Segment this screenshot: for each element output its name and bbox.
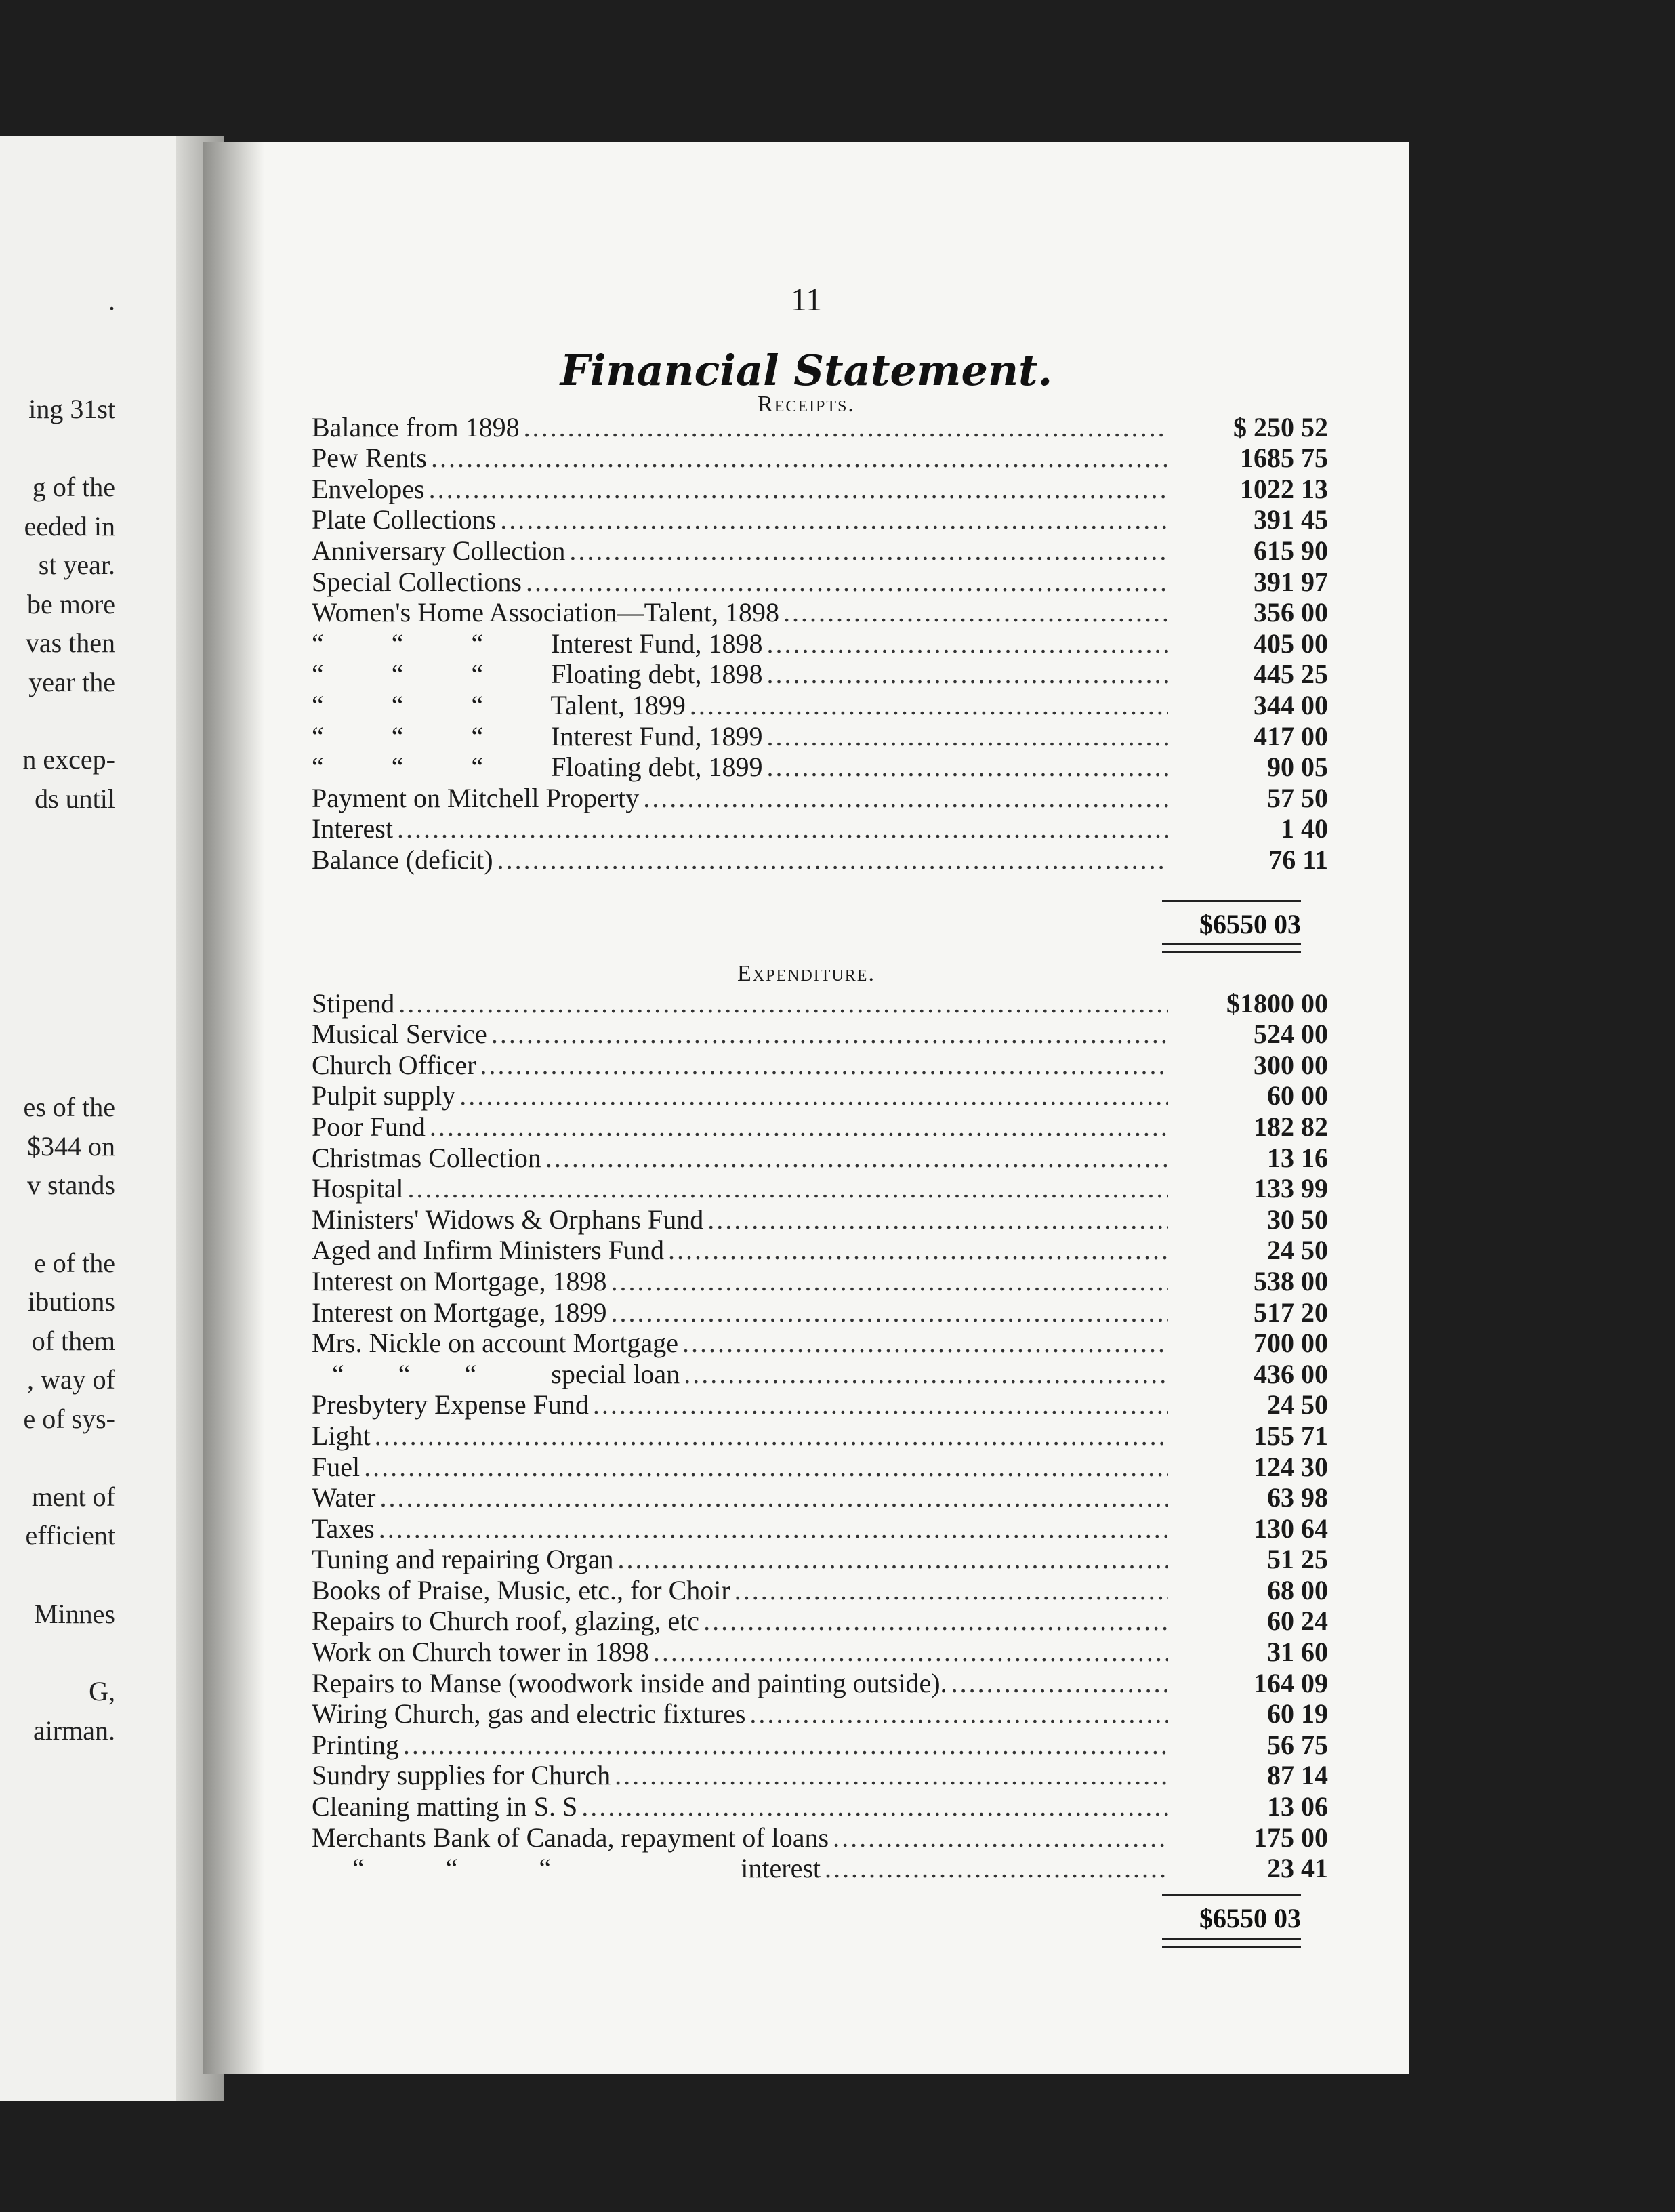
dot-leader (615, 1762, 1168, 1789)
dot-leader (690, 692, 1168, 719)
table-row (312, 657, 1328, 689)
table-row (312, 1604, 1328, 1635)
row-amount: 1685 75 (1240, 443, 1328, 474)
dot-leader (364, 1454, 1168, 1481)
dot-leader (643, 785, 1168, 812)
row-label: Merchants Bank of Canada, repayment of loans (312, 1822, 829, 1853)
dot-leader (375, 1422, 1168, 1450)
row-amount: 130 64 (1254, 1513, 1328, 1544)
row-amount: 164 09 (1254, 1667, 1328, 1698)
row-amount: 24 50 (1267, 1389, 1328, 1420)
row-amount: 300 00 (1254, 1049, 1328, 1080)
table-row (312, 1017, 1328, 1048)
dot-leader (459, 1082, 1168, 1109)
table-row (312, 1542, 1328, 1574)
dot-leader (682, 1330, 1168, 1357)
row-label: Repairs to Church roof, glazing, etc (312, 1605, 700, 1637)
previous-page-line: efficient (25, 1520, 115, 1551)
table-row (312, 1295, 1328, 1326)
receipts-heading: Receipts. (758, 392, 855, 417)
row-label: Printing (312, 1729, 399, 1760)
dot-leader (618, 1546, 1168, 1573)
previous-page-line: G, (89, 1676, 115, 1706)
row-label: “ “ “ Floating debt, 1898 (312, 659, 763, 690)
row-amount: 391 97 (1254, 566, 1328, 597)
row-label: Balance from 1898 (312, 411, 520, 443)
previous-page-line: be more (27, 589, 115, 619)
previous-page-line: ing 31st (28, 394, 115, 424)
row-amount: $1800 00 (1226, 987, 1328, 1019)
table-row (312, 1851, 1328, 1883)
row-amount: 60 00 (1267, 1080, 1328, 1111)
row-amount: 405 00 (1254, 628, 1328, 659)
table-row (312, 1357, 1328, 1388)
dot-leader (581, 1793, 1168, 1820)
row-label: Interest on Mortgage, 1898 (312, 1265, 607, 1296)
row-label: Repairs to Manse (woodwork inside and painting outside). (312, 1667, 947, 1698)
previous-page-line: es of the (23, 1092, 115, 1122)
page-binding-shadow (203, 142, 264, 2074)
dot-leader (668, 1237, 1168, 1264)
row-label: Hospital (312, 1173, 404, 1204)
dot-leader (766, 630, 1168, 657)
previous-page-line: vas then (25, 628, 115, 658)
table-row (312, 503, 1328, 534)
row-label: “ “ “ Floating debt, 1899 (312, 752, 763, 783)
previous-page-line: ment of (31, 1481, 115, 1512)
table-row (312, 781, 1328, 812)
row-label: Books of Praise, Music, etc., for Choir (312, 1574, 730, 1605)
table-row (312, 1141, 1328, 1172)
dot-leader (380, 1484, 1169, 1511)
dot-leader (735, 1577, 1168, 1604)
expenditure-total-rule (1162, 1894, 1301, 1896)
row-amount: 1022 13 (1240, 473, 1328, 504)
dot-leader (500, 506, 1168, 533)
row-label: Taxes (312, 1513, 375, 1544)
row-amount: 68 00 (1267, 1574, 1328, 1605)
row-label: Envelopes (312, 473, 425, 504)
page-title: Financial Statement. (560, 346, 1053, 395)
row-label: “ “ “ Talent, 1899 (312, 689, 686, 720)
table-row (312, 1450, 1328, 1481)
row-amount: $ 250 52 (1233, 411, 1328, 443)
row-label: Balance (deficit) (312, 844, 493, 875)
row-amount: 524 00 (1254, 1019, 1328, 1050)
row-amount: 175 00 (1254, 1822, 1328, 1853)
row-amount: 615 90 (1254, 535, 1328, 566)
row-label: Work on Church tower in 1898 (312, 1637, 649, 1668)
table-row (312, 719, 1328, 750)
table-row (312, 1048, 1328, 1079)
dot-leader (526, 569, 1168, 596)
previous-page-line: ibutions (28, 1286, 115, 1317)
expenditure-table (312, 986, 1328, 1882)
page-number: 11 (790, 282, 823, 318)
row-label: Ministers' Widows & Orphans Fund (312, 1204, 704, 1235)
dot-leader (429, 476, 1168, 503)
row-amount: 57 50 (1267, 782, 1328, 813)
previous-page-line: e of the (34, 1248, 115, 1278)
row-label: Wiring Church, gas and electric fixtures (312, 1698, 746, 1729)
table-row (312, 1573, 1328, 1604)
previous-page-line: , way of (27, 1364, 115, 1395)
row-amount: 90 05 (1267, 752, 1328, 783)
previous-page-line: year the (28, 667, 115, 697)
row-amount: 60 19 (1267, 1698, 1328, 1729)
receipts-total-double-rule (1162, 943, 1301, 953)
row-label: Cleaning matting in S. S (312, 1791, 578, 1822)
dot-leader (408, 1175, 1168, 1202)
dot-leader (783, 599, 1168, 626)
table-row (312, 812, 1328, 843)
row-amount: 538 00 (1254, 1265, 1328, 1296)
row-amount: 517 20 (1254, 1296, 1328, 1328)
table-row (312, 1109, 1328, 1141)
table-row (312, 1820, 1328, 1851)
row-amount: 391 45 (1254, 504, 1328, 535)
dot-leader (545, 1145, 1168, 1172)
table-row (312, 1233, 1328, 1265)
row-amount: 24 50 (1267, 1235, 1328, 1266)
row-label: “ “ “ interest (312, 1853, 821, 1884)
row-label: Tuning and repairing Organ (312, 1544, 614, 1575)
dot-leader (833, 1824, 1168, 1851)
row-label: Poor Fund (312, 1111, 426, 1142)
dot-leader (611, 1268, 1168, 1295)
table-row (312, 986, 1328, 1017)
row-amount: 124 30 (1254, 1451, 1328, 1482)
row-label: Light (312, 1420, 371, 1451)
row-label: Sundry supplies for Church (312, 1760, 611, 1791)
receipts-total-rule (1162, 900, 1301, 902)
table-row (312, 1418, 1328, 1450)
table-row (312, 472, 1328, 503)
row-amount: 31 60 (1267, 1637, 1328, 1668)
row-amount: 87 14 (1267, 1760, 1328, 1791)
table-row (312, 750, 1328, 781)
row-label: Fuel (312, 1451, 360, 1482)
dot-leader (611, 1299, 1168, 1326)
row-label: Women's Home Association—Talent, 1898 (312, 597, 779, 628)
dot-leader (684, 1361, 1168, 1388)
row-amount: 63 98 (1267, 1482, 1328, 1513)
expenditure-heading: Expenditure. (737, 961, 875, 986)
row-amount: 13 16 (1267, 1142, 1328, 1173)
previous-page-line: . (108, 285, 115, 316)
row-amount: 344 00 (1254, 689, 1328, 720)
table-row (312, 1202, 1328, 1233)
previous-page-line: e of sys- (23, 1404, 115, 1434)
row-label: Pulpit supply (312, 1080, 456, 1111)
row-amount: 30 50 (1267, 1204, 1328, 1235)
dot-leader (403, 1732, 1168, 1759)
table-row (312, 1481, 1328, 1512)
dot-leader (398, 990, 1168, 1017)
row-label: “ “ “ Interest Fund, 1898 (312, 628, 763, 659)
dot-leader (766, 754, 1168, 781)
row-label: “ “ “ Interest Fund, 1899 (312, 720, 763, 752)
table-row (312, 1079, 1328, 1110)
receipts-table (312, 410, 1328, 874)
table-row (312, 1697, 1328, 1728)
row-label: Stipend (312, 987, 395, 1019)
table-row (312, 1172, 1328, 1203)
dot-leader (749, 1700, 1168, 1727)
table-row (312, 1759, 1328, 1790)
row-amount: 155 71 (1254, 1420, 1328, 1451)
row-amount: 56 75 (1267, 1729, 1328, 1760)
table-row (312, 410, 1328, 441)
previous-page-line: g of the (32, 472, 115, 502)
row-amount: 60 24 (1267, 1605, 1328, 1637)
row-label: Interest (312, 813, 393, 844)
row-amount: 13 06 (1267, 1791, 1328, 1822)
row-label: Christmas Collection (312, 1142, 541, 1173)
row-label: Special Collections (312, 566, 522, 597)
expenditure-total: $6550 03 (1199, 1903, 1301, 1933)
dot-leader (653, 1639, 1168, 1666)
row-label: Presbytery Expense Fund (312, 1389, 589, 1420)
dot-leader (430, 1113, 1168, 1141)
row-amount: 700 00 (1254, 1328, 1328, 1359)
row-amount: 23 41 (1267, 1853, 1328, 1884)
row-amount: 445 25 (1254, 659, 1328, 690)
row-label: Church Officer (312, 1049, 476, 1080)
previous-page-line: $344 on (27, 1131, 115, 1162)
table-row (312, 1388, 1328, 1419)
previous-page-text (0, 136, 115, 2101)
row-amount: 182 82 (1254, 1111, 1328, 1142)
table-row (312, 1666, 1328, 1697)
expenditure-total-double-rule (1162, 1938, 1301, 1948)
row-label: Aged and Infirm Ministers Fund (312, 1235, 664, 1266)
previous-page-line: airman. (33, 1715, 115, 1746)
dot-leader (766, 723, 1168, 750)
table-row (312, 1789, 1328, 1820)
row-amount: 356 00 (1254, 597, 1328, 628)
table-row (312, 565, 1328, 596)
table-row (312, 596, 1328, 627)
previous-page-line: ds until (35, 783, 115, 814)
previous-page-line: v stands (27, 1170, 115, 1200)
dot-leader (431, 445, 1168, 472)
previous-page-line: eeded in (24, 511, 115, 541)
dot-leader (569, 537, 1168, 565)
row-amount: 76 11 (1268, 844, 1328, 875)
row-label: Anniversary Collection (312, 535, 566, 566)
row-amount: 51 25 (1267, 1544, 1328, 1575)
row-label: Mrs. Nickle on account Mortgage (312, 1328, 678, 1359)
dot-leader (593, 1391, 1168, 1418)
dot-leader (766, 661, 1168, 688)
row-amount: 1 40 (1281, 813, 1328, 844)
table-row (312, 1635, 1328, 1666)
table-row (312, 1727, 1328, 1759)
dot-leader (480, 1052, 1169, 1079)
row-label: Payment on Mitchell Property (312, 782, 640, 813)
row-label: “ “ “ special loan (312, 1358, 680, 1389)
dot-leader (379, 1515, 1168, 1542)
table-row (312, 533, 1328, 565)
table-row (312, 1326, 1328, 1357)
page (203, 142, 1409, 2074)
dot-leader (951, 1670, 1168, 1697)
row-label: Interest on Mortgage, 1899 (312, 1296, 607, 1328)
table-row (312, 1264, 1328, 1295)
table-row (312, 626, 1328, 657)
row-label: Water (312, 1482, 376, 1513)
row-amount: 133 99 (1254, 1173, 1328, 1204)
previous-page-line: of them (31, 1326, 115, 1356)
dot-leader (825, 1855, 1168, 1882)
row-label: Musical Service (312, 1019, 487, 1050)
dot-leader (397, 815, 1168, 842)
table-row (312, 441, 1328, 472)
row-label: Plate Collections (312, 504, 497, 535)
row-amount: 417 00 (1254, 720, 1328, 752)
receipts-total: $6550 03 (1199, 909, 1301, 939)
row-amount: 436 00 (1254, 1358, 1328, 1389)
table-row (312, 1511, 1328, 1542)
dot-leader (497, 846, 1168, 874)
previous-page-line: st year. (38, 550, 115, 580)
previous-page (0, 136, 224, 2101)
table-row (312, 842, 1328, 874)
previous-page-line: Minnes (34, 1599, 115, 1629)
dot-leader (707, 1206, 1168, 1233)
table-row (312, 688, 1328, 719)
dot-leader (491, 1021, 1168, 1048)
previous-page-line: n excep- (22, 744, 115, 775)
dot-leader (703, 1607, 1168, 1635)
row-label: Pew Rents (312, 443, 427, 474)
dot-leader (524, 414, 1168, 441)
